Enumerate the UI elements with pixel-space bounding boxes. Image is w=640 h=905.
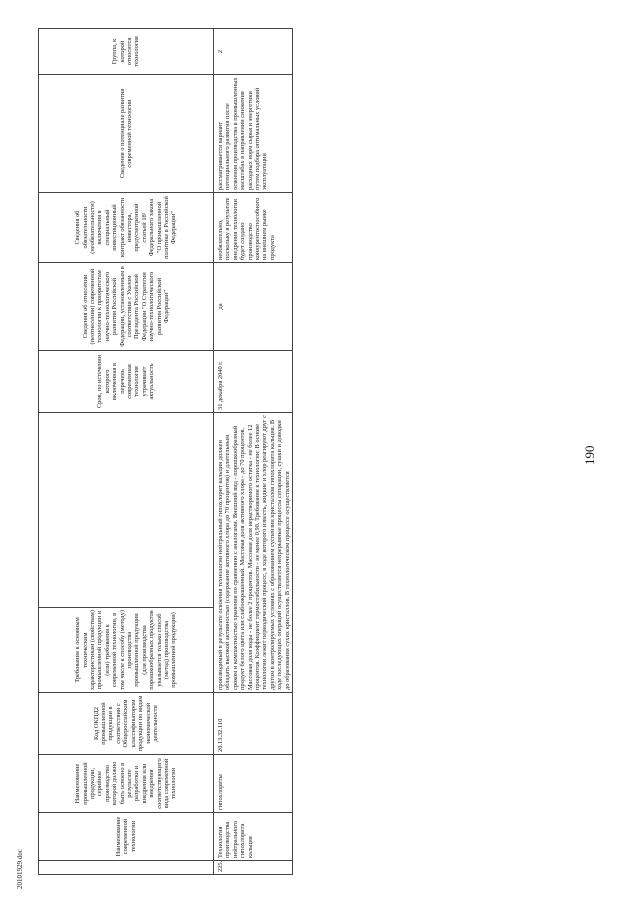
technology-table xyxy=(38,28,293,875)
cell-technology: Технология производства нейтрального гипохлорита кальция xyxy=(214,813,293,861)
cell-obligation: необязательно, поскольку в результате внедрения технологии будет создано производство конкурентоспособного на внешнем рынке продукта xyxy=(214,193,293,263)
document-filename: 20101929.doc xyxy=(16,849,24,889)
header-potential: Сведения о потенциале развития современной технологии xyxy=(39,75,214,193)
header-priority: Сведения об отнесении (неотнесении) современной технологии к приоритетам научно-технологического развития Российской Федерации, установленным в соответствии с Указом Президента Российской Федерации "О Стратегии научно-технологического развития Российской Федерации" xyxy=(39,263,214,351)
table-header-row xyxy=(39,29,214,875)
cell-group: 2 xyxy=(214,29,293,75)
cell-requirements: производимый в результате освоения технологии нейтральный гипохлорит кальция должен обладать высокой активностью (содержание активного хлора до 70 процентов) и длительным сроком и компактностью хранения по сравнению с аналогами. Внешний вид - порошкообразный продукт белого цвета или слабоокрашенный. Массовая доля активного хлора - до 70 процентов. Массовая доля воды - не более 2 процентов. Массовая доля нерастворимого остатка - не более 12 процентов. Коэффициент термостабильности - не менее 0,90. Требования к технологии: В основе технологии лежит периодический процесс, в ходе которого известь, жидкие и хлор реагируют друг с другом в контролируемых условиях с образованием суспензии кристаллов гипохлорита кальция. В ходе последующих операций осуществляется непрерывные процессы сепарации, сушки и доводки до образования сухих кристаллов. В технологическом процессе осуществляется xyxy=(214,413,293,693)
header-term: Срок, по истечении которого включенная в перечень современная технология утрачивает актуальность xyxy=(39,351,214,413)
cell-product: гипохлориты xyxy=(214,755,293,813)
page-number: 190 xyxy=(582,445,597,465)
cell-term: 31 декабря 2040 г. xyxy=(214,351,293,413)
header-spacer xyxy=(39,413,214,608)
cell-okpd: 20.13.32.110 xyxy=(214,693,293,755)
table-row xyxy=(214,29,293,875)
header-group: Группа, к которой относится технология xyxy=(39,29,214,75)
header-okpd: Код ОКПД2 промышленной продукции в соответствии с Общероссийским классификатором продукции по видам экономической деятельности xyxy=(39,693,214,755)
header-obligation: Сведения об обязательности (необязательности) включения в специальный инвестиционный контракт обязанности инвестора, предусмотренной статьей 18¹ Федерального закона "О промышленной политике в Российской Федерации" xyxy=(39,193,214,263)
header-product: Наименование промышленной продукции, серийное производство которой должно быть освоено в результате разработки и внедрения или внедрения соответствующего вида современной технологии xyxy=(39,755,214,813)
header-number xyxy=(39,861,214,875)
cell-potential: рассматривается вариант потенциального развития после освоения производства в промышленных масштабах в направлении снижения расходных норм сырья и энергетики путем подбора оптимальных условий эксплуатации xyxy=(214,75,293,193)
cell-priority: да xyxy=(214,263,293,351)
header-technology: Наименование современной технологии xyxy=(39,813,214,861)
header-requirements: Требования к основным техническим характеристикам (свойствам) промышленной продукции и (или) требования к современной технологии, в том числе к способу (методу) производства промышленной продукции (для производства порошкообразных продуктов указывается только способ (метод) производства промышленной продукции) xyxy=(39,608,214,693)
row-number: 225. xyxy=(214,861,293,875)
